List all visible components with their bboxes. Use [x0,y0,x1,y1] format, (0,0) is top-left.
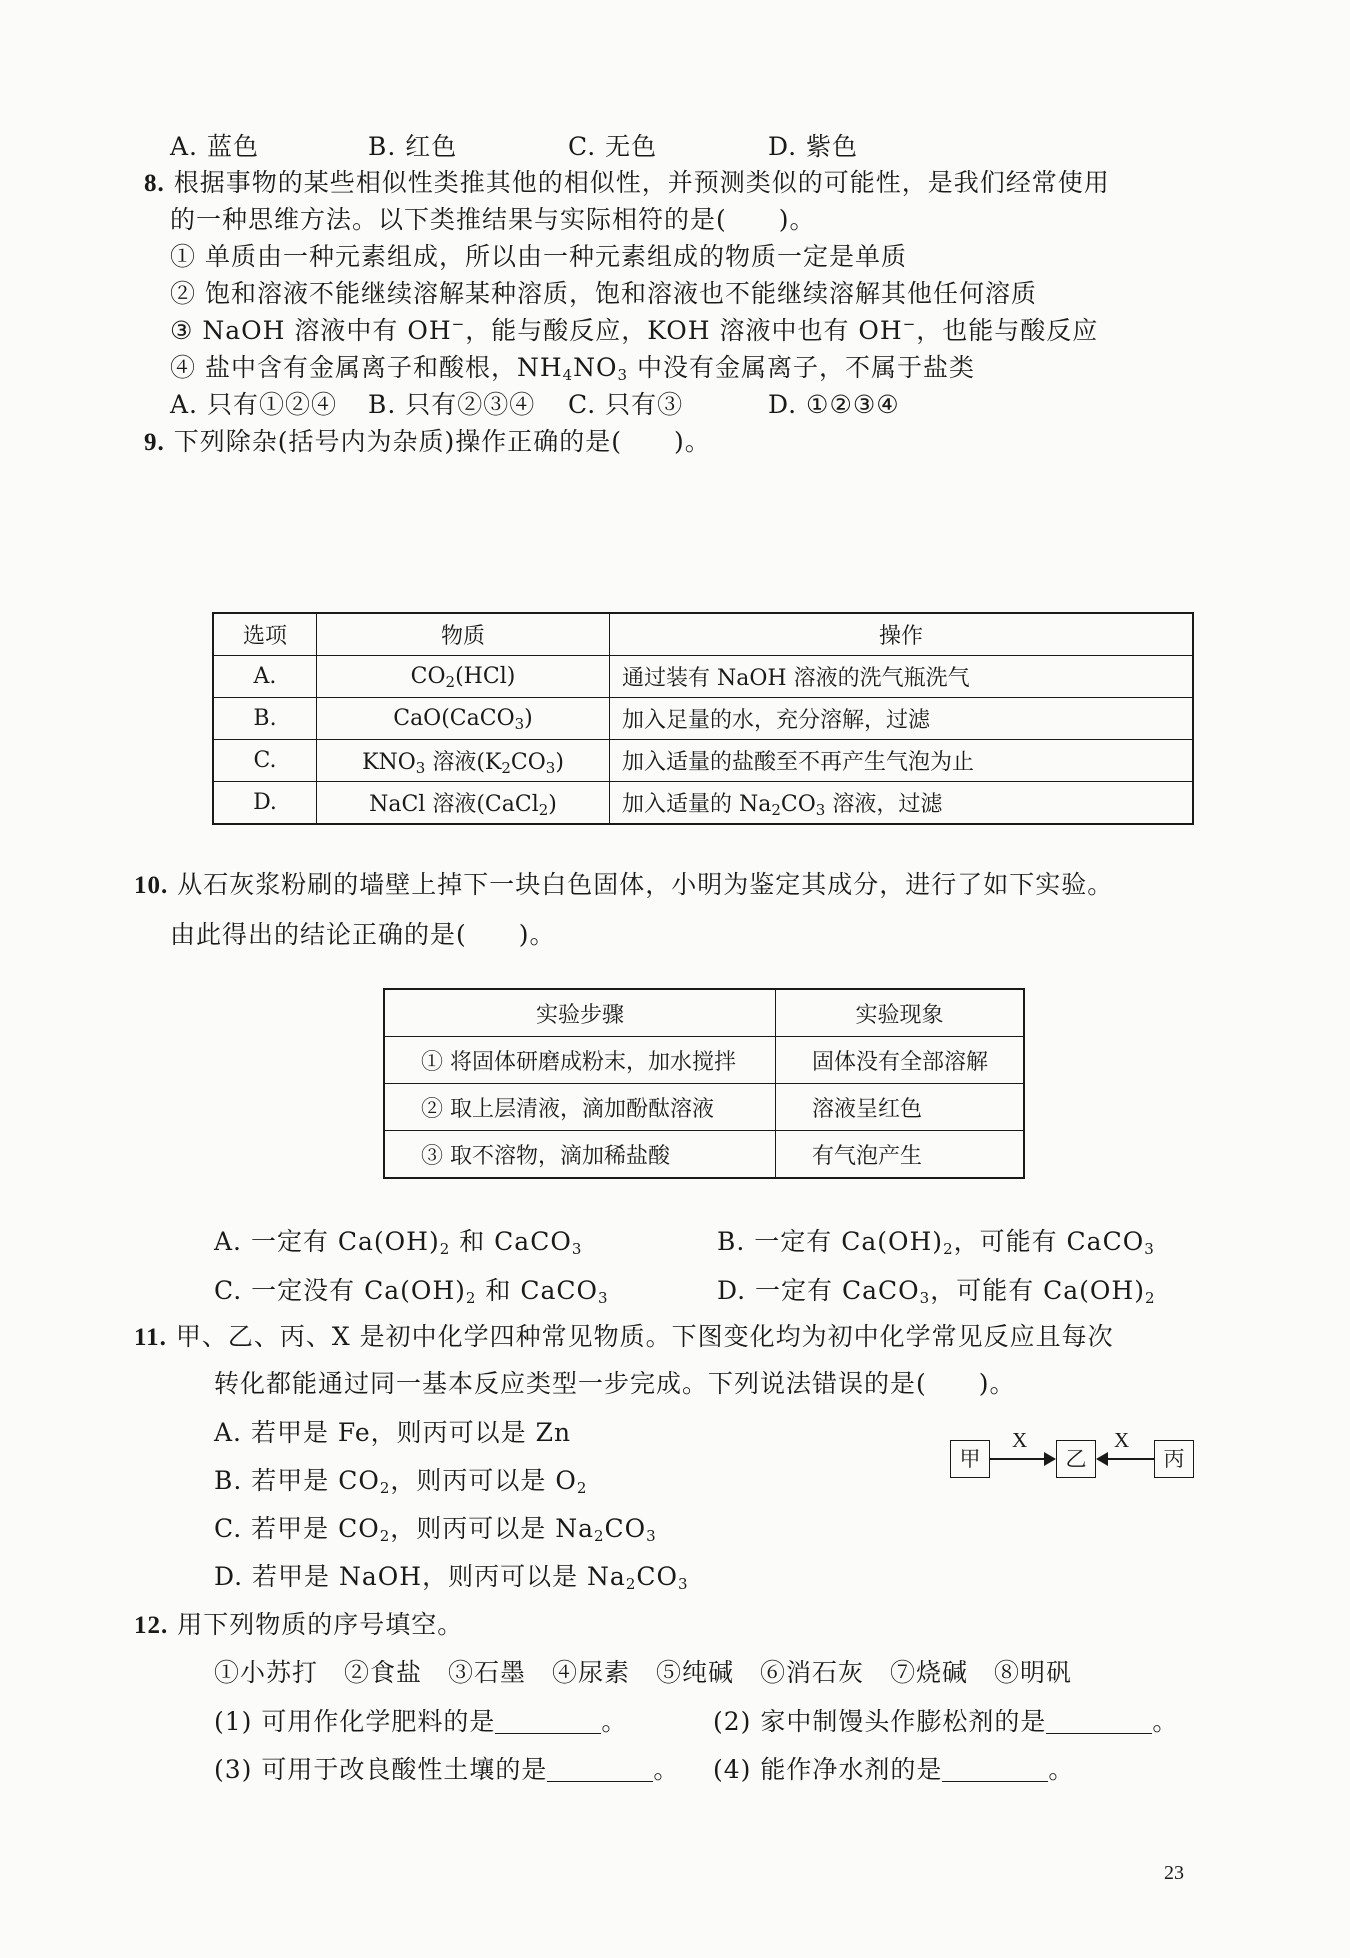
q9-row-b-sub-s1: 3 [514,715,525,733]
q7-option-d: D. 紫色 [768,132,859,161]
q12-stem-text: 用下列物质的序号填空。 [177,1610,464,1639]
q9-row-d-sub-b: ) [548,792,557,817]
q12-blank-2-label: (2) 家中制馒头作膨松剂的是 [713,1707,1047,1736]
table-row [213,740,1193,782]
table-header-row [213,613,1193,656]
table-row [384,1037,1024,1084]
q10-opt-b-sub1: 2 [943,1240,954,1258]
q8-item-2: ② 饱和溶液不能继续溶解某种溶质，饱和溶液也不能继续溶解其他任何溶质 [170,279,1037,308]
q10-opt-c-sub1: 2 [465,1289,477,1307]
q10-opt-a-part1: A. 一定有 Ca(OH) [214,1227,440,1256]
q12-blank-1 [214,1705,627,1739]
q9-row-d-sub-a: NaCl 溶液(CaCl [369,792,539,817]
q10-stem-line2: 由此得出的结论正确的是( )。 [170,920,556,949]
q9-row-d-op-s1: 2 [771,801,781,819]
q9-row-c-sub-s1: 3 [415,759,426,777]
diagram-box-yi: 乙 [1056,1440,1096,1478]
table-header-row [384,989,1024,1037]
q9-row-c-sub-d: ) [555,750,564,775]
q9-row-d-option: D. [213,782,317,825]
table-row [213,698,1193,740]
q11-stem-text: 甲、乙、丙、X 是初中化学四种常见物质。下图变化均为初中化学常见反应且每次 [175,1322,1114,1351]
q9-row-b-option: B. [213,698,317,740]
q10-row-2-step: ② 取上层清液，滴加酚酞溶液 [384,1084,776,1131]
q8-option-c: C. 只有③ [568,390,684,419]
q9-row-c-sub-s2: 2 [501,759,511,777]
table-row [384,1131,1024,1179]
answer-blank-3[interactable] [547,1755,653,1782]
q9-row-b-sub-a: CaO(CaCO [393,706,515,731]
q8-option-b: B. 只有②③④ [368,390,536,419]
q12-blank-1-period: 。 [601,1707,628,1736]
diagram-label-x2: X [1114,1428,1130,1452]
q11-opt-b-sub1: 2 [379,1479,391,1497]
q9-row-a-sub-b: (HCl) [455,664,516,689]
table-row [213,782,1193,825]
q12-blank-4 [713,1753,1074,1787]
q9-row-d-op-a: 加入适量的 Na [622,792,772,817]
q12-blank-3 [214,1753,679,1787]
q10-row-1-result: 固体没有全部溶解 [776,1037,1025,1084]
q9-row-a-operation: 通过装有 NaOH 溶液的洗气瓶洗气 [610,656,1194,698]
answer-blank-4[interactable] [942,1755,1048,1782]
q9-row-c-sub-c: CO [510,750,546,775]
answer-blank-1[interactable] [495,1707,601,1734]
q8-stem-line1 [144,166,1110,201]
q11-opt-b-part1: B. 若甲是 CO [214,1466,380,1495]
q11-number: 11. [134,1324,167,1351]
q10-option-a [214,1225,582,1259]
q9-row-d-op-b: CO [780,792,816,817]
q8-option-a: A. 只有①②④ [170,390,337,419]
q10-opt-d-sub1: 3 [919,1289,931,1307]
q8-stem-text: 根据事物的某些相似性类推其他的相似性，并预测类似的可能性，是我们经常使用 [173,168,1110,197]
q12-blank-4-period: 。 [1048,1755,1075,1784]
q9-row-c-substance [317,740,610,782]
q10-option-d [717,1274,1156,1308]
q10-number: 10. [134,872,169,899]
q9-stem [144,425,711,460]
q9-row-d-operation [610,782,1194,825]
q7-option-a: A. 蓝色 [170,132,259,161]
q10-opt-b-part1: B. 一定有 Ca(OH) [717,1227,944,1256]
q12-blank-3-period: 。 [653,1755,680,1784]
q10-row-1-step: ① 将固体研磨成粉末，加水搅拌 [384,1037,776,1084]
q10-row-3-step: ③ 取不溶物，滴加稀盐酸 [384,1131,776,1179]
q9-row-d-sub-s1: 2 [538,801,549,819]
q11-stem-line1 [134,1320,1114,1355]
arrow-right-icon [1044,1452,1056,1466]
q11-option-b [214,1464,587,1498]
q9-header-operation: 操作 [610,613,1194,656]
diagram-arrow-line-left [990,1458,1052,1460]
q9-row-b-operation: 加入足量的水，充分溶解，过滤 [610,698,1194,740]
q10-opt-d-part2: ，可能有 Ca(OH) [930,1276,1145,1305]
q9-stem-text: 下列除杂(括号内为杂质)操作正确的是( )。 [173,427,711,456]
q8-options [170,388,1070,422]
q12-number: 12. [134,1612,169,1639]
q9-row-c-sub-b: 溶液(K [425,750,502,775]
q10-stem-line1 [134,868,1113,903]
q10-opt-c-sub2: 3 [598,1289,609,1307]
q10-header-steps: 实验步骤 [384,989,776,1037]
table-row [213,656,1193,698]
q9-table [212,612,1194,825]
q12-blank-4-label: (4) 能作净水剂的是 [713,1755,943,1784]
q11-opt-c-part2: ，则丙可以是 Na [390,1514,594,1543]
q8-item-3-sup2: − [902,315,917,333]
q10-option-b [717,1225,1155,1259]
q9-row-d-op-c: 溶液，过滤 [825,792,943,817]
q10-opt-c-part2: 和 CaCO [476,1276,599,1305]
q10-table [383,988,1025,1179]
q10-row-3-result: 有气泡产生 [776,1131,1025,1179]
q11-opt-d-part2: CO [636,1562,678,1591]
diagram-box-jia: 甲 [950,1440,990,1478]
q9-header-option: 选项 [213,613,317,656]
q12-stem [134,1608,463,1643]
diagram-box-bing: 丙 [1154,1440,1194,1478]
q11-option-d [214,1560,689,1594]
q12-blank-3-label: (3) 可用于改良酸性土壤的是 [214,1755,548,1784]
q10-option-c [214,1274,609,1308]
q10-opt-a-part2: 和 CaCO [450,1227,572,1256]
page-number: 23 [1164,1862,1184,1884]
q9-row-a-option: A. [213,656,317,698]
answer-blank-2[interactable] [1046,1707,1152,1734]
q8-item-4-a: ④ 盐中含有金属离子和酸根，NH [170,353,563,382]
q8-item-4-sub2: 3 [617,366,629,384]
q8-item-4-b: NO [573,353,618,382]
q12-blank-2-period: 。 [1152,1707,1179,1736]
q8-item-4 [170,351,975,385]
q7-option-b: B. 红色 [368,132,458,161]
q11-opt-d-part1: D. 若甲是 NaOH，则丙可以是 Na [214,1562,626,1591]
q11-opt-d-sub2: 3 [677,1575,689,1593]
q8-option-d: D. ①②③④ [768,390,900,419]
q11-opt-c-sub3: 3 [646,1527,657,1545]
q8-number: 8. [144,170,165,197]
diagram-arrow-line-right [1104,1458,1154,1460]
q9-row-c-option: C. [213,740,317,782]
q11-opt-c-sub1: 2 [379,1527,391,1545]
q11-option-c [214,1512,657,1546]
q9-header-substance: 物质 [317,613,610,656]
q9-number: 9. [144,429,165,456]
q9-row-d-substance [317,782,610,825]
q8-item-3-a: ③ NaOH 溶液中有 OH [170,316,452,345]
q9-row-d-op-s2: 3 [815,801,826,819]
q8-item-3 [170,314,1098,348]
q10-opt-d-sub2: 2 [1145,1289,1156,1307]
q11-stem-line2: 转化都能通过同一基本反应类型一步完成。下列说法错误的是( )。 [214,1369,1016,1398]
q11-opt-b-sub2: 2 [576,1479,588,1497]
q10-header-phenomena: 实验现象 [776,989,1025,1037]
q7-options [170,130,1070,164]
q8-item-3-c: ，也能与酸反应 [916,316,1099,345]
q9-row-a-sub-a: CO [410,664,446,689]
q11-opt-c-part1: C. 若甲是 CO [214,1514,380,1543]
diagram-label-x1: X [1012,1428,1028,1452]
q10-opt-a-sub2: 3 [571,1240,583,1258]
q9-row-a-sub-s1: 2 [445,673,456,691]
q12-substances: ①小苏打 ②食盐 ③石墨 ④尿素 ⑤纯碱 ⑥消石灰 ⑦烧碱 ⑧明矾 [214,1658,1073,1687]
q8-item-1: ① 单质由一种元素组成，所以由一种元素组成的物质一定是单质 [170,242,907,271]
q10-opt-c-part1: C. 一定没有 Ca(OH) [214,1276,466,1305]
q12-blank-2 [713,1705,1178,1739]
q8-item-4-c: 中没有金属离子，不属于盐类 [628,353,976,382]
q11-opt-c-sub2: 2 [593,1527,605,1545]
q10-opt-b-part2: ，可能有 CaCO [953,1227,1145,1256]
q8-item-3-sup1: − [451,315,466,333]
q9-row-c-operation: 加入适量的盐酸至不再产生气泡为止 [610,740,1194,782]
q8-item-3-b: ，能与酸反应，KOH 溶液中也有 OH [465,316,903,345]
q11-opt-c-part3: CO [604,1514,647,1543]
q9-row-b-substance [317,698,610,740]
q10-opt-a-sub1: 2 [439,1240,451,1258]
q10-row-2-result: 溶液呈红色 [776,1084,1025,1131]
q11-option-a: A. 若甲是 Fe，则丙可以是 Zn [214,1418,572,1447]
q11-opt-d-sub1: 2 [625,1575,637,1593]
q10-opt-d-part1: D. 一定有 CaCO [717,1276,920,1305]
table-row [384,1084,1024,1131]
q8-stem-line2: 的一种思维方法。以下类推结果与实际相符的是( )。 [170,205,816,234]
q9-row-c-sub-s3: 3 [545,759,556,777]
q9-row-b-sub-b: ) [524,706,533,731]
q10-stem-text: 从石灰浆粉刷的墙壁上掉下一块白色固体，小明为鉴定其成分，进行了如下实验。 [177,870,1114,899]
q12-blank-1-label: (1) 可用作化学肥料的是 [214,1707,496,1736]
q9-row-a-substance [317,656,610,698]
q9-row-c-sub-a: KNO [362,750,416,775]
q8-item-4-sub1: 4 [562,366,574,384]
q11-opt-b-part2: ，则丙可以是 O [390,1466,577,1495]
q10-opt-b-sub2: 3 [1144,1240,1155,1258]
q7-option-c: C. 无色 [568,132,658,161]
